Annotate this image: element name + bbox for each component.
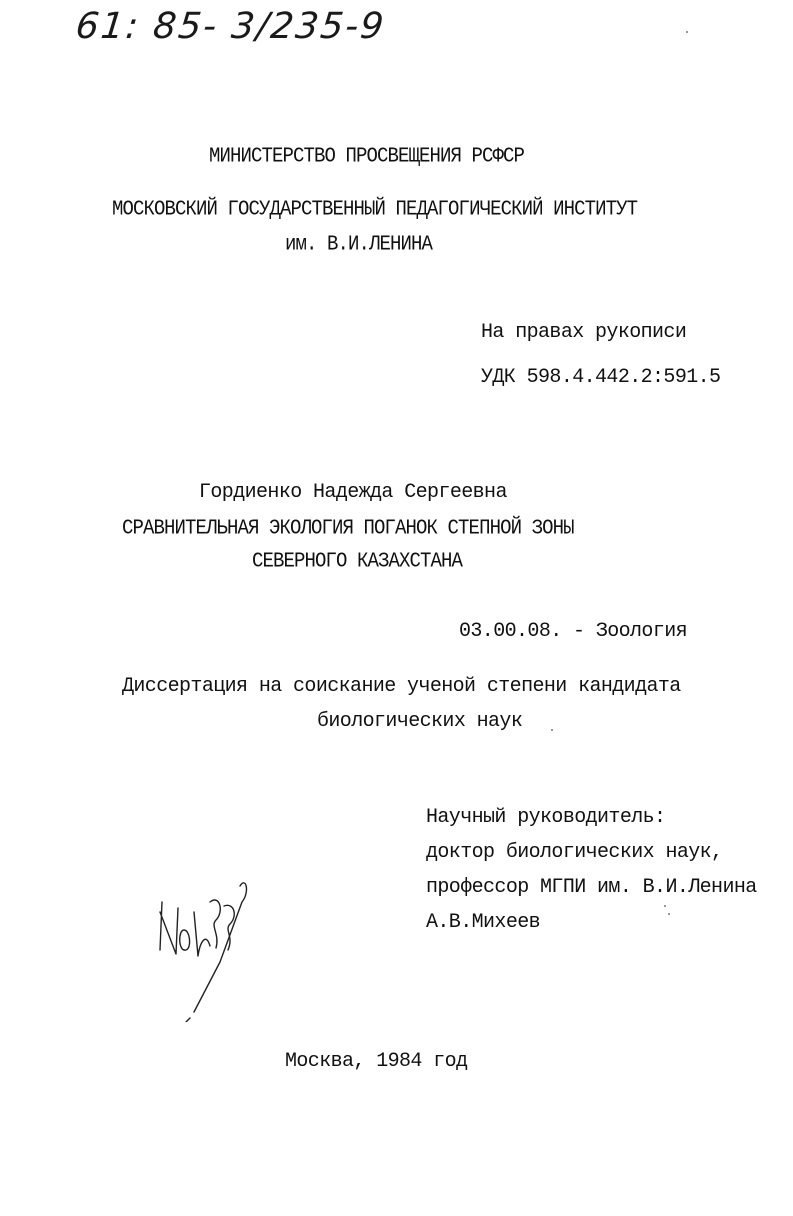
supervisor-position: профессор МГПИ им. В.И.Ленина xyxy=(426,876,757,899)
scan-speck xyxy=(664,905,666,907)
supervisor-degree: доктор биологических наук, xyxy=(426,841,723,864)
handwritten-catalog-number: 61: 85- 3/235-9 xyxy=(73,6,388,47)
scan-speck xyxy=(551,729,553,731)
dissertation-line-1: Диссертация на соискание ученой степени кандидата xyxy=(122,675,681,698)
place-and-year: Москва, 1984 год xyxy=(285,1050,468,1073)
handwritten-signature xyxy=(150,872,260,1022)
title-line-2: СЕВЕРНОГО КАЗАХСТАНА xyxy=(252,548,463,574)
supervisor-name: А.В.Михеев xyxy=(426,911,541,934)
scan-speck xyxy=(668,913,670,915)
institute-line: МОСКОВСКИЙ ГОСУДАРСТВЕННЫЙ ПЕДАГОГИЧЕСКИЙ ИНСТИТУТ xyxy=(112,196,638,222)
supervisor-label: Научный руководитель: xyxy=(426,806,666,829)
named-after-line: им. В.И.ЛЕНИНА xyxy=(285,231,433,257)
scan-speck xyxy=(686,31,688,33)
author-name: Гордиенко Надежда Сергеевна xyxy=(199,481,507,504)
dissertation-line-2: биологических наук xyxy=(317,710,523,733)
title-line-1: СРАВНИТЕЛЬНАЯ ЭКОЛОГИЯ ПОГАНОК СТЕПНОЙ ЗОНЫ xyxy=(122,515,574,541)
udc-code: УДК 598.4.442.2:591.5 xyxy=(481,366,721,389)
ministry-line: МИНИСТЕРСТВО ПРОСВЕЩЕНИЯ РСФСР xyxy=(209,143,525,169)
specialty-code: 03.00.08. - Зоология xyxy=(459,620,688,643)
manuscript-rights: На правах рукописи xyxy=(481,321,687,344)
